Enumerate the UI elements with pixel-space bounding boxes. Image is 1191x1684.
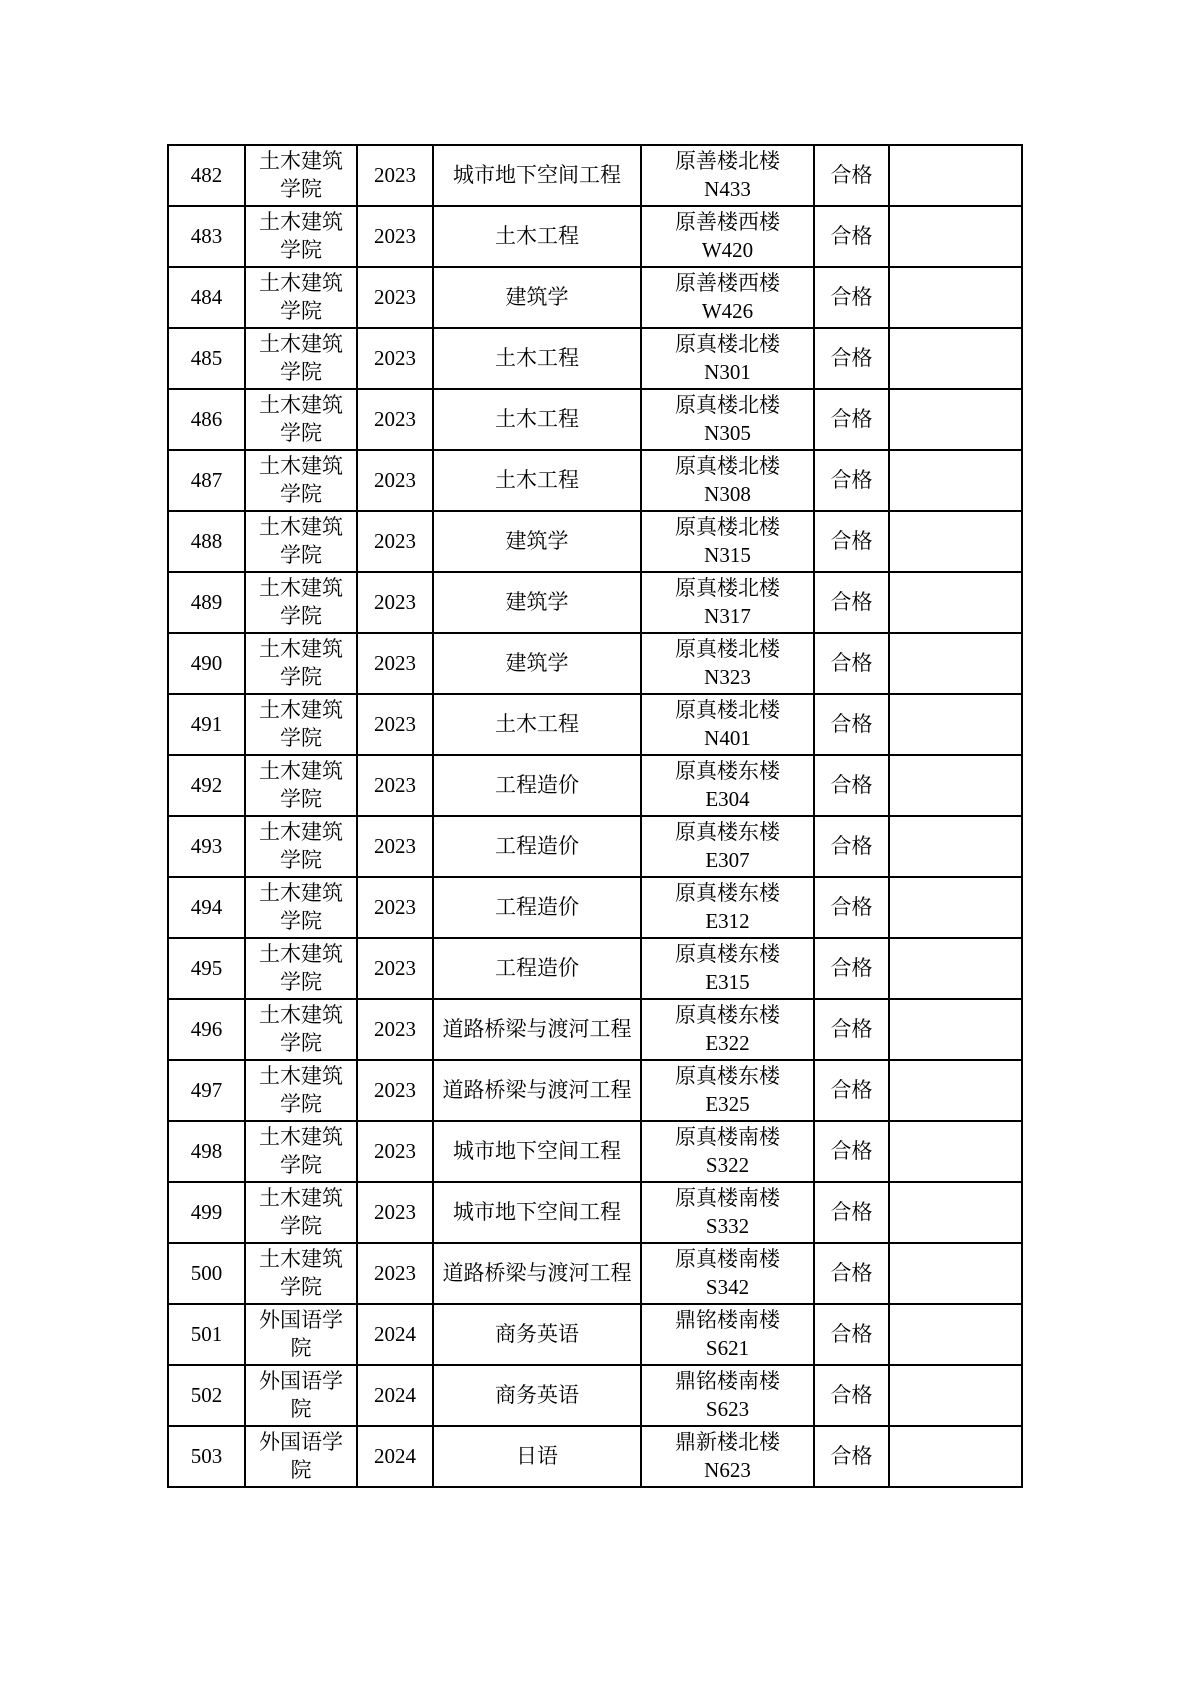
cell-major: 土木工程 bbox=[433, 450, 641, 511]
building-name: 鼎铭楼南楼 bbox=[675, 1308, 780, 1333]
cell-location bbox=[641, 816, 814, 877]
cell-college: 土木建筑学院 bbox=[245, 1121, 357, 1182]
table-row bbox=[168, 206, 1022, 267]
cell-major: 商务英语 bbox=[433, 1365, 641, 1426]
cell-year: 2023 bbox=[357, 1121, 433, 1182]
building-name: 原真楼北楼 bbox=[675, 332, 780, 357]
cell-result: 合格 bbox=[814, 1182, 889, 1243]
room-number: N623 bbox=[704, 1457, 751, 1482]
cell-year: 2023 bbox=[357, 938, 433, 999]
building-name: 原真楼南楼 bbox=[675, 1125, 780, 1150]
table-row bbox=[168, 328, 1022, 389]
cell-location bbox=[641, 1060, 814, 1121]
table-row bbox=[168, 1365, 1022, 1426]
table-row bbox=[168, 694, 1022, 755]
cell-result: 合格 bbox=[814, 1243, 889, 1304]
cell-college: 土木建筑学院 bbox=[245, 1060, 357, 1121]
table-row bbox=[168, 755, 1022, 816]
table-body bbox=[168, 145, 1022, 1487]
building-name: 原真楼东楼 bbox=[675, 942, 780, 967]
building-name: 原真楼东楼 bbox=[675, 1064, 780, 1089]
room-number: E325 bbox=[705, 1091, 750, 1116]
cell-location bbox=[641, 633, 814, 694]
building-name: 原真楼东楼 bbox=[675, 1003, 780, 1028]
building-name: 鼎新楼北楼 bbox=[675, 1430, 780, 1455]
cell-row-number: 494 bbox=[168, 877, 245, 938]
cell-result: 合格 bbox=[814, 877, 889, 938]
room-number: S623 bbox=[705, 1396, 750, 1421]
cell-result: 合格 bbox=[814, 145, 889, 206]
table-row bbox=[168, 511, 1022, 572]
cell-college: 土木建筑学院 bbox=[245, 633, 357, 694]
cell-college: 外国语学院 bbox=[245, 1426, 357, 1487]
cell-result: 合格 bbox=[814, 1121, 889, 1182]
room-number: S342 bbox=[705, 1274, 750, 1299]
cell-location bbox=[641, 938, 814, 999]
cell-location bbox=[641, 877, 814, 938]
cell-remark bbox=[889, 450, 1022, 511]
cell-college: 土木建筑学院 bbox=[245, 572, 357, 633]
cell-college: 土木建筑学院 bbox=[245, 206, 357, 267]
cell-year: 2023 bbox=[357, 999, 433, 1060]
cell-row-number: 497 bbox=[168, 1060, 245, 1121]
room-number: N301 bbox=[704, 359, 751, 384]
cell-row-number: 502 bbox=[168, 1365, 245, 1426]
table-row bbox=[168, 999, 1022, 1060]
cell-college: 土木建筑学院 bbox=[245, 267, 357, 328]
cell-row-number: 483 bbox=[168, 206, 245, 267]
cell-row-number: 490 bbox=[168, 633, 245, 694]
table-row bbox=[168, 389, 1022, 450]
cell-major: 土木工程 bbox=[433, 694, 641, 755]
cell-major: 建筑学 bbox=[433, 511, 641, 572]
cell-college: 土木建筑学院 bbox=[245, 1243, 357, 1304]
cell-major: 工程造价 bbox=[433, 816, 641, 877]
cell-year: 2024 bbox=[357, 1365, 433, 1426]
cell-college: 外国语学院 bbox=[245, 1304, 357, 1365]
table-row bbox=[168, 938, 1022, 999]
cell-year: 2023 bbox=[357, 816, 433, 877]
cell-year: 2023 bbox=[357, 450, 433, 511]
cell-college: 土木建筑学院 bbox=[245, 877, 357, 938]
building-name: 原善楼北楼 bbox=[675, 149, 780, 174]
cell-location bbox=[641, 328, 814, 389]
cell-major: 建筑学 bbox=[433, 572, 641, 633]
cell-remark bbox=[889, 267, 1022, 328]
table-row bbox=[168, 267, 1022, 328]
room-number: S332 bbox=[705, 1213, 750, 1238]
cell-result: 合格 bbox=[814, 1304, 889, 1365]
cell-college: 土木建筑学院 bbox=[245, 145, 357, 206]
cell-year: 2023 bbox=[357, 328, 433, 389]
building-name: 原真楼北楼 bbox=[675, 698, 780, 723]
room-number: E312 bbox=[705, 908, 750, 933]
cell-location bbox=[641, 1304, 814, 1365]
cell-college: 土木建筑学院 bbox=[245, 694, 357, 755]
cell-location bbox=[641, 450, 814, 511]
table-row bbox=[168, 145, 1022, 206]
table-row bbox=[168, 1426, 1022, 1487]
cell-result: 合格 bbox=[814, 1365, 889, 1426]
cell-college: 土木建筑学院 bbox=[245, 938, 357, 999]
cell-row-number: 486 bbox=[168, 389, 245, 450]
cell-year: 2023 bbox=[357, 572, 433, 633]
cell-remark bbox=[889, 1182, 1022, 1243]
cell-remark bbox=[889, 1365, 1022, 1426]
cell-year: 2023 bbox=[357, 389, 433, 450]
cell-row-number: 492 bbox=[168, 755, 245, 816]
cell-remark bbox=[889, 694, 1022, 755]
cell-result: 合格 bbox=[814, 389, 889, 450]
cell-row-number: 493 bbox=[168, 816, 245, 877]
building-name: 原真楼东楼 bbox=[675, 881, 780, 906]
room-number: N308 bbox=[704, 481, 751, 506]
cell-row-number: 501 bbox=[168, 1304, 245, 1365]
table-row bbox=[168, 877, 1022, 938]
cell-location bbox=[641, 389, 814, 450]
cell-major: 建筑学 bbox=[433, 267, 641, 328]
room-number: N317 bbox=[704, 603, 751, 628]
cell-major: 土木工程 bbox=[433, 389, 641, 450]
cell-major: 工程造价 bbox=[433, 755, 641, 816]
cell-college: 土木建筑学院 bbox=[245, 755, 357, 816]
cell-major: 土木工程 bbox=[433, 328, 641, 389]
cell-college: 土木建筑学院 bbox=[245, 1182, 357, 1243]
room-number: E307 bbox=[705, 847, 750, 872]
cell-result: 合格 bbox=[814, 938, 889, 999]
cell-result: 合格 bbox=[814, 328, 889, 389]
building-name: 原真楼东楼 bbox=[675, 820, 780, 845]
room-number: N323 bbox=[704, 664, 751, 689]
cell-location bbox=[641, 999, 814, 1060]
room-number: W420 bbox=[701, 237, 754, 262]
table-row bbox=[168, 1243, 1022, 1304]
cell-location bbox=[641, 755, 814, 816]
cell-year: 2023 bbox=[357, 1243, 433, 1304]
cell-location bbox=[641, 1426, 814, 1487]
cell-result: 合格 bbox=[814, 694, 889, 755]
cell-major: 道路桥梁与渡河工程 bbox=[433, 1243, 641, 1304]
cell-remark bbox=[889, 1426, 1022, 1487]
table-row bbox=[168, 1304, 1022, 1365]
room-number: E322 bbox=[705, 1030, 750, 1055]
cell-major: 日语 bbox=[433, 1426, 641, 1487]
cell-year: 2023 bbox=[357, 1182, 433, 1243]
cell-year: 2023 bbox=[357, 511, 433, 572]
table-row bbox=[168, 816, 1022, 877]
cell-result: 合格 bbox=[814, 755, 889, 816]
cell-remark bbox=[889, 145, 1022, 206]
cell-location bbox=[641, 1365, 814, 1426]
building-name: 原真楼北楼 bbox=[675, 393, 780, 418]
building-name: 原善楼西楼 bbox=[675, 271, 780, 296]
cell-remark bbox=[889, 206, 1022, 267]
cell-year: 2023 bbox=[357, 694, 433, 755]
cell-remark bbox=[889, 877, 1022, 938]
cell-row-number: 484 bbox=[168, 267, 245, 328]
cell-year: 2023 bbox=[357, 206, 433, 267]
cell-college: 外国语学院 bbox=[245, 1365, 357, 1426]
cell-row-number: 491 bbox=[168, 694, 245, 755]
cell-remark bbox=[889, 1121, 1022, 1182]
cell-result: 合格 bbox=[814, 1060, 889, 1121]
room-number: E315 bbox=[705, 969, 750, 994]
table-row bbox=[168, 1121, 1022, 1182]
cell-row-number: 488 bbox=[168, 511, 245, 572]
cell-row-number: 498 bbox=[168, 1121, 245, 1182]
cell-result: 合格 bbox=[814, 572, 889, 633]
building-name: 原真楼东楼 bbox=[675, 759, 780, 784]
cell-college: 土木建筑学院 bbox=[245, 328, 357, 389]
building-name: 原真楼北楼 bbox=[675, 454, 780, 479]
building-name: 原真楼南楼 bbox=[675, 1186, 780, 1211]
cell-major: 道路桥梁与渡河工程 bbox=[433, 999, 641, 1060]
room-number: S322 bbox=[705, 1152, 750, 1177]
room-number: N315 bbox=[704, 542, 751, 567]
building-name: 原真楼南楼 bbox=[675, 1247, 780, 1272]
cell-result: 合格 bbox=[814, 633, 889, 694]
cell-remark bbox=[889, 938, 1022, 999]
cell-location bbox=[641, 694, 814, 755]
cell-major: 城市地下空间工程 bbox=[433, 1182, 641, 1243]
cell-major: 道路桥梁与渡河工程 bbox=[433, 1060, 641, 1121]
cell-year: 2024 bbox=[357, 1304, 433, 1365]
room-number: W426 bbox=[701, 298, 754, 323]
cell-location bbox=[641, 1121, 814, 1182]
cell-remark bbox=[889, 328, 1022, 389]
table-row bbox=[168, 572, 1022, 633]
cell-college: 土木建筑学院 bbox=[245, 999, 357, 1060]
table-row bbox=[168, 450, 1022, 511]
cell-result: 合格 bbox=[814, 267, 889, 328]
building-name: 原真楼北楼 bbox=[675, 576, 780, 601]
cell-year: 2023 bbox=[357, 755, 433, 816]
cell-college: 土木建筑学院 bbox=[245, 816, 357, 877]
cell-major: 城市地下空间工程 bbox=[433, 145, 641, 206]
cell-major: 工程造价 bbox=[433, 938, 641, 999]
cell-year: 2023 bbox=[357, 267, 433, 328]
cell-year: 2023 bbox=[357, 877, 433, 938]
building-name: 原真楼北楼 bbox=[675, 515, 780, 540]
cell-major: 建筑学 bbox=[433, 633, 641, 694]
room-number: N305 bbox=[704, 420, 751, 445]
cell-location bbox=[641, 572, 814, 633]
cell-remark bbox=[889, 1243, 1022, 1304]
cell-result: 合格 bbox=[814, 1426, 889, 1487]
cell-remark bbox=[889, 389, 1022, 450]
cell-row-number: 499 bbox=[168, 1182, 245, 1243]
table-row bbox=[168, 633, 1022, 694]
cell-remark bbox=[889, 1060, 1022, 1121]
building-name: 原真楼北楼 bbox=[675, 637, 780, 662]
cell-row-number: 487 bbox=[168, 450, 245, 511]
cell-location bbox=[641, 206, 814, 267]
cell-location bbox=[641, 1182, 814, 1243]
cell-year: 2023 bbox=[357, 1060, 433, 1121]
cell-major: 商务英语 bbox=[433, 1304, 641, 1365]
cell-location bbox=[641, 145, 814, 206]
table-row bbox=[168, 1060, 1022, 1121]
cell-college: 土木建筑学院 bbox=[245, 450, 357, 511]
cell-row-number: 482 bbox=[168, 145, 245, 206]
cell-result: 合格 bbox=[814, 206, 889, 267]
cell-location bbox=[641, 511, 814, 572]
cell-major: 城市地下空间工程 bbox=[433, 1121, 641, 1182]
cell-remark bbox=[889, 511, 1022, 572]
building-name: 原善楼西楼 bbox=[675, 210, 780, 235]
cell-year: 2024 bbox=[357, 1426, 433, 1487]
room-number: E304 bbox=[705, 786, 750, 811]
cell-remark bbox=[889, 633, 1022, 694]
room-number: N433 bbox=[704, 176, 751, 201]
exam-results-table bbox=[167, 144, 1023, 1488]
cell-year: 2023 bbox=[357, 145, 433, 206]
cell-location bbox=[641, 1243, 814, 1304]
cell-result: 合格 bbox=[814, 999, 889, 1060]
cell-row-number: 496 bbox=[168, 999, 245, 1060]
cell-major: 土木工程 bbox=[433, 206, 641, 267]
cell-result: 合格 bbox=[814, 511, 889, 572]
cell-college: 土木建筑学院 bbox=[245, 511, 357, 572]
cell-result: 合格 bbox=[814, 450, 889, 511]
cell-remark bbox=[889, 999, 1022, 1060]
building-name: 鼎铭楼南楼 bbox=[675, 1369, 780, 1394]
cell-row-number: 503 bbox=[168, 1426, 245, 1487]
cell-college: 土木建筑学院 bbox=[245, 389, 357, 450]
room-number: S621 bbox=[705, 1335, 750, 1360]
cell-row-number: 485 bbox=[168, 328, 245, 389]
cell-year: 2023 bbox=[357, 633, 433, 694]
table-row bbox=[168, 1182, 1022, 1243]
room-number: N401 bbox=[704, 725, 751, 750]
cell-result: 合格 bbox=[814, 816, 889, 877]
cell-row-number: 500 bbox=[168, 1243, 245, 1304]
cell-major: 工程造价 bbox=[433, 877, 641, 938]
cell-remark bbox=[889, 755, 1022, 816]
cell-row-number: 495 bbox=[168, 938, 245, 999]
cell-location bbox=[641, 267, 814, 328]
cell-remark bbox=[889, 1304, 1022, 1365]
cell-row-number: 489 bbox=[168, 572, 245, 633]
cell-remark bbox=[889, 816, 1022, 877]
cell-remark bbox=[889, 572, 1022, 633]
